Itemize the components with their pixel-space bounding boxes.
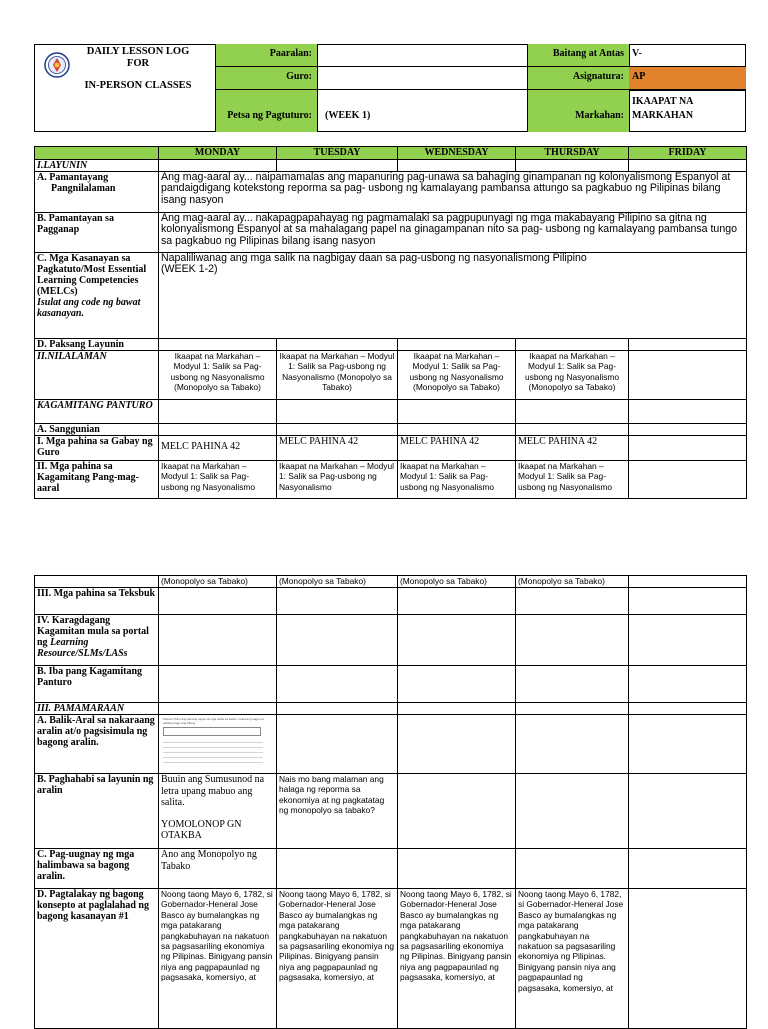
layunin-heading: I.LAYUNIN	[35, 160, 159, 172]
table-row	[35, 461, 747, 499]
paaralan-label: Paaralan:	[269, 48, 312, 59]
table-row	[35, 160, 747, 172]
title-line-2: FOR	[126, 58, 150, 69]
kagamitang-wednesday[interactable]: Ikaapat na Markahan – Modyul 1: Salik sa Pag-usbong ng Nasyonalismo	[398, 461, 516, 499]
table-row	[35, 615, 747, 666]
teksbuk-label: III. Mga pahina sa Teksbuk	[35, 588, 159, 615]
table-row	[35, 703, 747, 715]
worksheet-thumbnail-lines	[163, 739, 263, 763]
pamamaraan-heading: III. PAMAMARAAN	[35, 703, 159, 715]
melc-text-line: Napaliliwanag ang mga salik na nagbigay daan sa pag-usbong ng nasyonalismong Pilipino	[161, 252, 587, 264]
worksheet-thumbnail-box	[163, 727, 261, 736]
nilalaman-tuesday[interactable]: Ikaapat na Markahan – Modyul 1: Salik sa Pag-usbong ng Nasyonalismo (Monopolyo sa Tabako)	[277, 351, 398, 400]
markahan-value[interactable]	[632, 96, 742, 121]
sanggunian-label: A. Sanggunian	[35, 424, 159, 436]
kagamitang-panturo-heading: KAGAMITANG PANTURO	[35, 400, 159, 424]
day-tuesday: TUESDAY	[277, 147, 398, 160]
table-row	[35, 213, 747, 253]
karagdagang-kagamitan-label	[35, 615, 159, 666]
markahan-value-line-2: MARKAHAN	[632, 110, 694, 121]
karagdagang-label-italic: Learning Resource/SLMs/LASs	[37, 637, 128, 659]
title-line-1: DAILY LESSON LOG	[86, 46, 190, 57]
cont-thursday[interactable]: (Monopolyo sa Tabako)	[516, 576, 629, 588]
pagtalakay-friday[interactable]	[629, 889, 747, 1029]
paghahabi-tuesday[interactable]: Nais mo bang malaman ang halaga ng reporma sa ekonomiya at ng pagkatatag ng monopolyo sa tabako?	[277, 774, 398, 849]
table-row	[35, 172, 747, 213]
deped-seal-logo	[44, 52, 70, 78]
document-title	[78, 46, 198, 92]
petsa-value[interactable]: (WEEK 1)	[325, 110, 371, 121]
nilalaman-wednesday[interactable]: Ikaapat na Markahan – Modyul 1: Salik sa Pag-usbong ng Nasyonalismo (Monopolyo sa Tabako)	[398, 351, 516, 400]
melc-text[interactable]	[159, 253, 747, 339]
baitang-label: Baitang at Antas	[552, 48, 624, 59]
petsa-label: Petsa ng Pagtuturo:	[227, 110, 312, 121]
cont-tuesday[interactable]: (Monopolyo sa Tabako)	[277, 576, 398, 588]
baitang-value[interactable]: V-	[632, 48, 642, 59]
paghahabi-monday[interactable]	[159, 774, 277, 849]
nilalaman-monday[interactable]: Ikaapat na Markahan – Modyul 1: Salik sa Pag-usbong ng Nasyonalismo (Monopolyo sa Tabako)	[159, 351, 277, 400]
asignatura-value[interactable]: AP	[632, 71, 646, 82]
cont-wednesday[interactable]: (Monopolyo sa Tabako)	[398, 576, 516, 588]
table-row	[35, 576, 747, 588]
nilalaman-friday[interactable]	[629, 351, 747, 400]
nilalaman-heading: II.NILALAMAN	[35, 351, 159, 400]
pagtalakay-thursday[interactable]: Noong taong Mayo 6, 1782, si Gobernador-Heneral Jose Basco ay bumalangkas ng mga patakarang pangkabuhayan na nakatuon sa pagsasariling ekonomiya ng Pilipinas. Binigyang pansin niya ang pagpapaunlad ng pagsasaka, komersiyo, at	[516, 889, 629, 1029]
title-line-3: IN-PERSON CLASSES	[84, 80, 192, 91]
table-row	[35, 588, 747, 615]
gabay-thursday[interactable]: MELC PAHINA 42	[516, 436, 629, 461]
table-row	[35, 666, 747, 703]
pamantayang-pangnilalaman-text[interactable]: Ang mag-aaral ay... naipamamalas ang mapanuring pag-unawa sa bahaging ginampanan ng kolonyalismong Espanyol at pandaigdigang kotekstong reporma sa pag- usbong ng kamalayang pambansa attungo sa pagkabuo ng Pilipinas bilang isang nasyon	[159, 172, 747, 213]
table-row	[35, 889, 747, 1029]
gabay-friday[interactable]	[629, 436, 747, 461]
days-header-row	[35, 147, 747, 160]
balik-aral-label: A. Balik-Aral sa nakaraang aralin at/o pagsisimula ng bagong aralin.	[35, 715, 159, 774]
melc-week: (WEEK 1-2)	[161, 263, 218, 276]
table-row	[35, 351, 747, 400]
paghahabi-instruction: Buuin ang Sumusunod na letra upang mabuo ang salita.	[161, 774, 265, 808]
lesson-table-page2	[34, 575, 747, 1029]
table-row	[35, 774, 747, 849]
melc-label-note: Isulat ang code ng bawat kasanayan.	[37, 297, 141, 319]
pagtalakay-label: D. Pagtalakay ng bagong konsepto at paglalahad ng bagong kasanayan #1	[35, 889, 159, 1029]
table-row	[35, 339, 747, 351]
table-row	[35, 253, 747, 339]
lesson-table-page1	[34, 146, 747, 499]
kagamitang-pang-mag-aaral-label: II. Mga pahina sa Kagamitang Pang-mag-aaral	[35, 461, 159, 499]
day-friday: FRIDAY	[629, 147, 747, 160]
nilalaman-thursday[interactable]: Ikaapat na Markahan – Modyul 1: Salik sa Pag-usbong ng Nasyonalismo (Monopolyo sa Tabako)	[516, 351, 629, 400]
melc-label-text: C. Mga Kasanayan sa Pagkatuto/Most Essential Learning Competencies (MELCs)	[37, 253, 147, 297]
iba-pang-kagamitan-label: B. Iba pang Kagamitang Panturo	[35, 666, 159, 703]
pagtalakay-monday[interactable]: Noong taong Mayo 6, 1782, si Gobernador-Heneral Jose Basco ay bumalangkas ng mga patakarang pangkabuhayan na nakatuon sa pagsasariling ekonomiya ng Pilipinas. Binigyang pansin niya ang pagpapaunlad ng pagsasaka, komersiyo, at	[159, 889, 277, 1029]
kagamitang-monday[interactable]: Ikaapat na Markahan – Modyul 1: Salik sa Pag-usbong ng Nasyonalismo	[159, 461, 277, 499]
markahan-label: Markahan:	[575, 110, 624, 121]
kagamitang-friday[interactable]	[629, 461, 747, 499]
gabay-guro-label: I. Mga pahina sa Gabay ng Guro	[35, 436, 159, 461]
pagtalakay-tuesday[interactable]: Noong taong Mayo 6, 1782, si Gobernador-Heneral Jose Basco ay bumalangkas ng mga patakarang pangkabuhayan na nakatuon sa pagsasariling ekonomiya ng Pilipinas. Binigyang pansin niya ang pagpapaunlad ng pagsasaka, komersiyo, at	[277, 889, 398, 1029]
pagtalakay-wednesday[interactable]: Noong taong Mayo 6, 1782, si Gobernador-Heneral Jose Basco ay bumalangkas ng mga patakarang pangkabuhayan na nakatuon sa pagsasariling ekonomiya ng Pilipinas. Binigyang pansin niya ang pagpapaunlad ng pagsasaka, komersiyo, at	[398, 889, 516, 1029]
worksheet-thumbnail-text: Panuto: Piliin ang tamang sagot sa mga salita sa kahon. Isulat ang sagot sa patlang bago ang bilang.	[163, 717, 264, 725]
pamantayang-pangnilalaman-label	[35, 172, 159, 213]
pamantayan-sa-pagganap-label: B. Pamantayan sa Pagganap	[35, 213, 159, 253]
melc-label	[35, 253, 159, 339]
paghahabi-label: B. Paghahabi sa layunin ng aralin	[35, 774, 159, 849]
asignatura-label: Asignatura:	[572, 71, 624, 82]
day-monday: MONDAY	[159, 147, 277, 160]
markahan-value-line-1: IKAAPAT NA	[632, 96, 694, 107]
gabay-monday[interactable]: MELC PAHINA 42	[159, 436, 277, 461]
paksang-layunin-label: D. Paksang Layunin	[35, 339, 159, 351]
pag-uugnay-label: C. Pag-uugnay ng mga halimbawa sa bagong aralin.	[35, 849, 159, 889]
karagdagang-label-text: IV. Karagdagang Kagamitan mula sa portal ng	[37, 615, 149, 648]
table-row	[35, 436, 747, 461]
label-line-2: Pangnilalaman	[51, 183, 116, 194]
paghahabi-scrambled-word: YOMOLONOP GN OTAKBA	[161, 818, 242, 841]
kagamitang-thursday[interactable]: Ikaapat na Markahan – Modyul 1: Salik sa Pag-usbong ng Nasyonalismo	[516, 461, 629, 499]
table-row	[35, 715, 747, 774]
pag-uugnay-monday[interactable]: Ano ang Monopolyo ng Tabako	[159, 849, 277, 889]
table-row	[35, 849, 747, 889]
pamantayan-sa-pagganap-text[interactable]: Ang mag-aaral ay... nakapagpapahayag ng pagmamalaki sa pagpupunyagi ng mga makabayang Pilipino sa gitna ng kolonyalismong Espanyol at sa mahalagang papel na ginagampanan nito sa pag- usbong ng kamalayang pambansa tungo sa pagkabuo ng Pilipinas bilang isang nasyon	[159, 213, 747, 253]
gabay-wednesday[interactable]: MELC PAHINA 42	[398, 436, 516, 461]
table-row	[35, 424, 747, 436]
worksheet-thumbnail	[163, 717, 271, 767]
label-line-1: A. Pamantayang	[37, 172, 109, 183]
day-wednesday: WEDNESDAY	[398, 147, 516, 160]
gabay-tuesday[interactable]: MELC PAHINA 42	[277, 436, 398, 461]
kagamitang-tuesday[interactable]: Ikaapat na Markahan – Modyul 1: Salik sa Pag-usbong ng Nasyonalismo	[277, 461, 398, 499]
table-row	[35, 400, 747, 424]
balik-aral-monday[interactable]	[159, 715, 277, 774]
guro-label: Guro:	[286, 71, 312, 82]
cont-monday[interactable]: (Monopolyo sa Tabako)	[159, 576, 277, 588]
day-thursday: THURSDAY	[516, 147, 629, 160]
